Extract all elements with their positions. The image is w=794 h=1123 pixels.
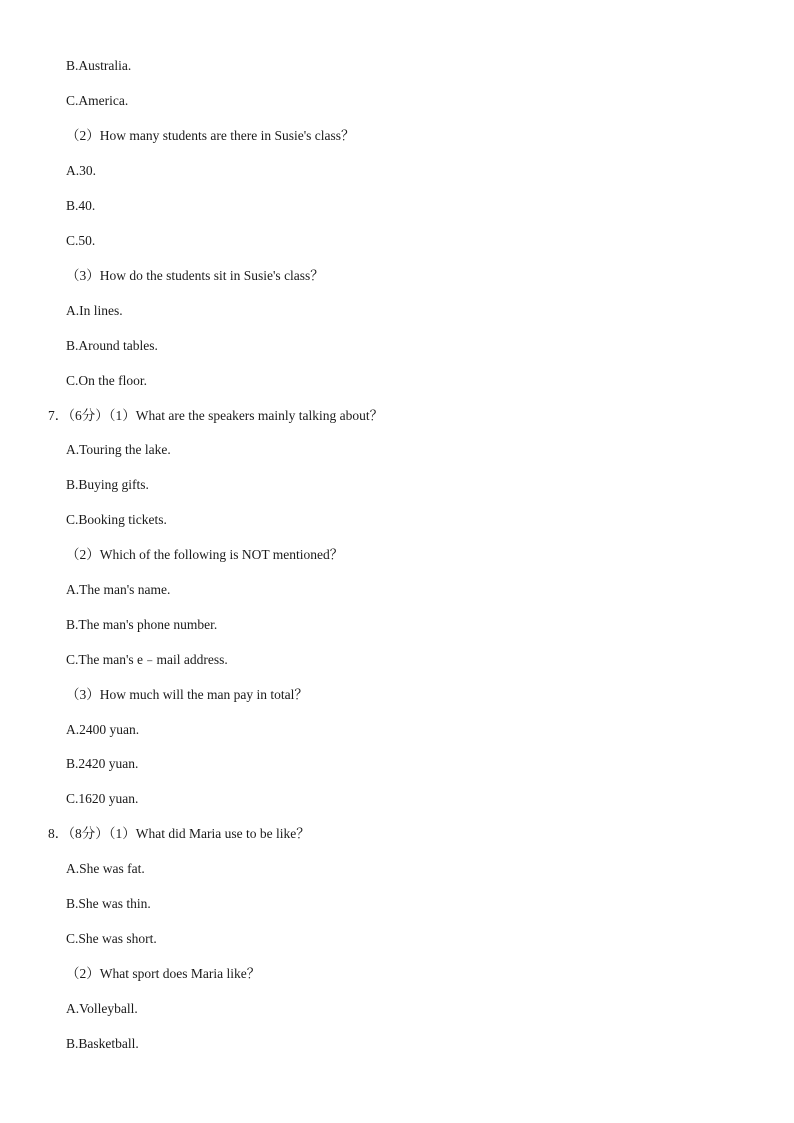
option-line: B.Around tables. xyxy=(66,338,158,353)
option-line: C.1620 yuan. xyxy=(66,791,139,806)
option-line: A.The man's name. xyxy=(66,582,171,597)
option-line: A.Volleyball. xyxy=(66,1001,138,1016)
option-line: A.2400 yuan. xyxy=(66,722,140,737)
option-line: C.America. xyxy=(66,93,129,108)
option-line: B.2420 yuan. xyxy=(66,756,139,771)
sub-question-line: （2）How many students are there in Susie's class？ xyxy=(66,128,355,143)
sub-question-line: （2）What sport does Maria like？ xyxy=(66,966,261,981)
option-line: A.She was fat. xyxy=(66,861,145,876)
option-line: B.40. xyxy=(66,198,96,213)
option-line: B.She was thin. xyxy=(66,896,151,911)
option-line: B.Australia. xyxy=(66,58,132,73)
option-line: C.Booking tickets. xyxy=(66,512,167,527)
option-line: A.Touring the lake. xyxy=(66,442,171,457)
option-line: C.On the floor. xyxy=(66,373,147,388)
sub-question-line: （3）How much will the man pay in total？ xyxy=(66,687,308,702)
option-line: C.She was short. xyxy=(66,931,157,946)
option-line: A.In lines. xyxy=(66,303,123,318)
option-line: C.50. xyxy=(66,233,96,248)
question-line: 8．（8分）（1）What did Maria use to be like？ xyxy=(48,826,310,841)
question-line: 7．（6分）（1）What are the speakers mainly talking about？ xyxy=(48,408,384,423)
sub-question-line: （2）Which of the following is NOT mentioned？ xyxy=(66,547,344,562)
sub-question-line: （3）How do the students sit in Susie's class？ xyxy=(66,268,324,283)
option-line: B.Buying gifts. xyxy=(66,477,149,492)
option-line: B.Basketball. xyxy=(66,1036,139,1051)
option-line: C.The man's e﹣mail address. xyxy=(66,652,228,667)
option-line: A.30. xyxy=(66,163,96,178)
option-line: B.The man's phone number. xyxy=(66,617,218,632)
